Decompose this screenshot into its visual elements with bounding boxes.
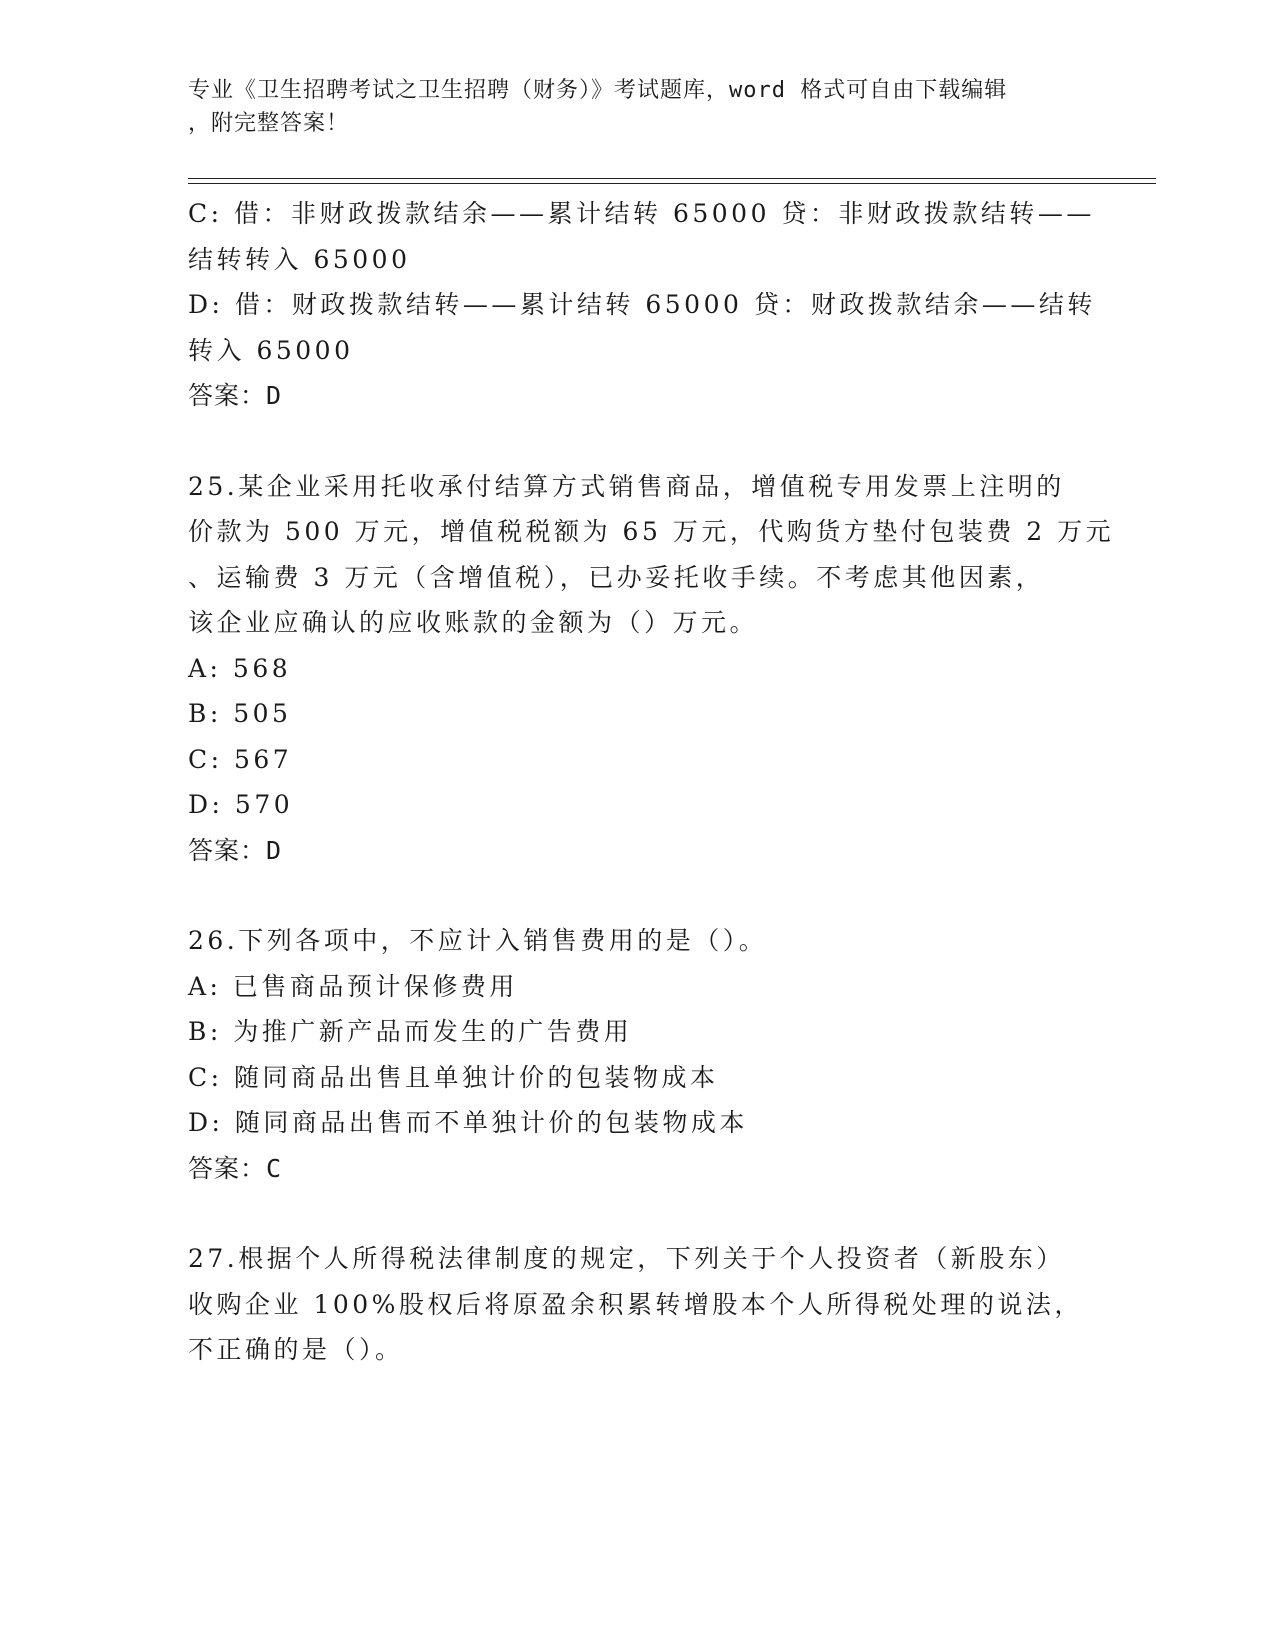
option-b: B: 505: [188, 699, 292, 728]
spacer: [188, 873, 1088, 918]
question-stem-line: 收购企业 100%股权后将原盈余积累转增股本个人所得税处理的说法，: [188, 1289, 1083, 1319]
header-divider-bottom: [188, 183, 1156, 184]
question-stem-line: 不正确的是（）。: [188, 1335, 404, 1364]
document-header: [188, 74, 1068, 140]
question-stem-line: 该企业应确认的应收账款的金额为（）万元。: [188, 608, 759, 637]
question-stem-line: 25.某企业采用托收承付结算方式销售商品，增值税专用发票上注明的: [188, 471, 1065, 501]
header-line-2: ，附完整答案！: [188, 111, 350, 136]
option-d: D: 随同商品出售而不单独计价的包装物成本: [188, 1108, 748, 1137]
spacer: [188, 1191, 1088, 1236]
question-26: [188, 918, 1088, 1191]
option-c-line-1: C: 借：非财政拨款结余——累计结转 65000 贷：非财政拨款结转——: [188, 199, 1095, 228]
question-25: [188, 464, 1115, 874]
question-stem-line: 、运输费 3 万元（含增值税），已办妥托收手续。不考虑其他因素，: [188, 562, 1045, 592]
option-c: C: 567: [188, 744, 293, 774]
spacer: [188, 419, 1088, 464]
answer-25: 答案：D: [188, 835, 283, 865]
header-divider-top: [188, 178, 1156, 179]
question-27: [188, 1236, 1088, 1373]
option-d-line-1: D: 借：财政拨款结转——累计结转 65000 贷：财政拨款结余——结转: [188, 290, 1096, 319]
option-d-line-2: 转入 65000: [188, 335, 354, 365]
option-a: A: 568: [188, 653, 292, 683]
option-a: A: 已售商品预计保修费用: [188, 971, 518, 1001]
question-24-continuation: [188, 191, 1096, 419]
question-stem-line: 27.根据个人所得税法律制度的规定，下列关于个人投资者（新股东）: [188, 1244, 1065, 1273]
option-c: C: 随同商品出售且单独计价的包装物成本: [188, 1062, 719, 1092]
option-b: B: 为推广新产品而发生的广告费用: [188, 1017, 633, 1046]
option-c-line-2: 结转转入 65000: [188, 244, 411, 274]
option-d: D: 570: [188, 790, 294, 819]
question-stem-line: 26.下列各项中，不应计入销售费用的是（）。: [188, 926, 768, 955]
document-body: [188, 191, 1115, 1373]
answer-26: 答案：C: [188, 1153, 283, 1183]
answer-24: 答案：D: [188, 381, 283, 410]
question-stem-line: 价款为 500 万元，增值税税额为 65 万元，代购货方垫付包装费 2 万元: [188, 517, 1115, 546]
header-line-1: 专业《卫生招聘考试之卫生招聘（财务）》考试题库，word 格式可自由下载编辑: [188, 78, 1008, 103]
